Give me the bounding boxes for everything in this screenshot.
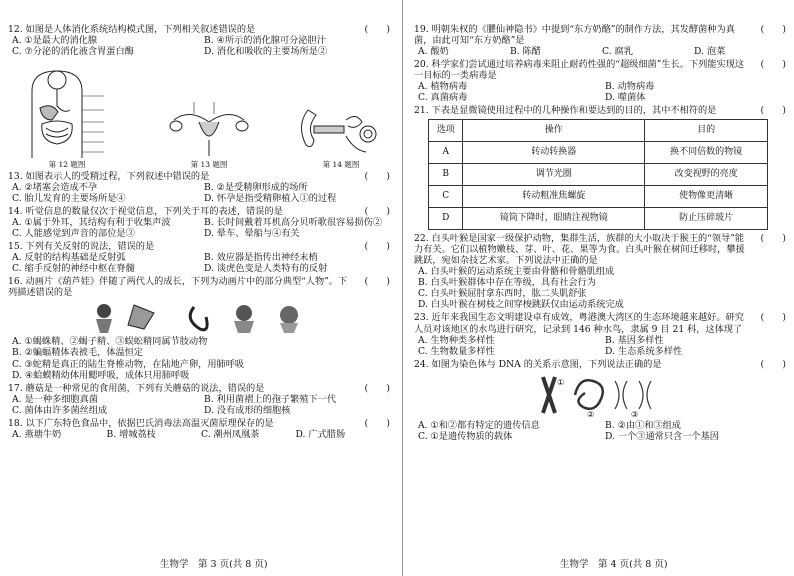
- page-divider: [402, 0, 403, 576]
- question-19: [414, 24, 786, 57]
- answer-paren: ( ): [760, 312, 786, 324]
- option-c: C. 菌体由许多菌丝组成: [12, 404, 108, 416]
- answer-paren: ( ): [760, 105, 786, 117]
- option-a: A. 生物种类多样性: [418, 334, 495, 346]
- figure-14: [296, 100, 386, 169]
- reproductive-system-diagram: [164, 100, 254, 160]
- answer-paren: ( ): [364, 24, 390, 35]
- option-a: A. 燕塘牛奶: [12, 428, 62, 440]
- question-24: [414, 359, 786, 442]
- option-a: A. ①属于外耳，其结构有利于收集声波: [12, 217, 171, 229]
- digestive-system-diagram: [12, 66, 122, 160]
- option-a: A. 植物病毒: [418, 81, 468, 93]
- option-c: C. ③蛇精是真正的陆生脊椎动物，在陆地产卵，用肺呼吸: [12, 358, 245, 370]
- table-row: C 转动粗准焦螺旋 使物像更清晰: [429, 186, 768, 208]
- option-d: D. 白头叶猴在树枝之间穿梭跳跃仅由运动系统完成: [418, 299, 624, 311]
- right-page: [414, 24, 786, 444]
- option-d: D. 晕车、晕船与④有关: [204, 228, 300, 240]
- question-stem: 17. 蘑菇是一种常见的食用菌，下列有关蘑菇的说法，错误的是: [8, 382, 265, 394]
- figure-caption: 第 13 题图: [190, 160, 228, 170]
- option-a: A. ①和②都有特定的遗传信息: [418, 419, 540, 431]
- label-1: ①: [557, 377, 565, 387]
- page-footer-right: 生物学 第 4 页(共 8 页): [560, 558, 668, 570]
- answer-paren: ( ): [760, 358, 786, 370]
- table-row: B 调节光圈 改变视野的亮度: [429, 164, 768, 186]
- question-stem: 23. 近年来我国生态文明建设卓有成效，粤港澳大湾区的生态环境越来越好。研究人员对该地区的水鸟进行研究，记录到 146 种水鸟，隶属 9 目 21 科，这体现了: [414, 312, 744, 335]
- option-b: B. ②蝙蝠精体表被毛，体温恒定: [12, 347, 144, 359]
- option-a: A. ②堵塞会造成不孕: [12, 182, 98, 194]
- option-d: D. 一个③通常只含一个基因: [605, 430, 719, 442]
- question-20: [414, 59, 786, 103]
- table-header: 选项: [429, 120, 463, 142]
- answer-paren: ( ): [364, 417, 390, 429]
- option-a: A. 酸奶: [418, 46, 449, 58]
- question-17: [8, 383, 390, 416]
- option-d: D. 谈虎色变是人类特有的反射: [204, 263, 328, 275]
- option-b: B. 利用菌褶上的孢子繁殖下一代: [204, 393, 337, 405]
- figure-12: [12, 66, 122, 169]
- option-d: D. 怀孕是指受精卵植入①的过程: [204, 193, 337, 205]
- ear-structure-diagram: [296, 100, 386, 160]
- question-stem: 24. 如图为染色体与 DNA 的关系示意图，下列说法正确的是: [414, 358, 662, 370]
- option-c: C. 腐乳: [602, 46, 633, 58]
- answer-paren: ( ): [760, 59, 786, 71]
- option-b: B. ②是受精卵形成的场所: [204, 182, 308, 194]
- option-b: B. 陈醋: [510, 46, 541, 58]
- option-d: D. ④蛤蟆精幼体用鳃呼吸，成体只用肺呼吸: [12, 369, 190, 381]
- option-c: C. 潮州凤凰茶: [201, 428, 260, 440]
- option-c: C. 缩手反射的神经中枢在脊髓: [12, 263, 135, 275]
- label-2: ②: [587, 409, 595, 419]
- answer-paren: ( ): [364, 206, 390, 218]
- cartoon-characters-image: [8, 298, 390, 336]
- option-b: B. 动物病毒: [605, 81, 655, 93]
- page-footer-left: 生物学 第 3 页(共 8 页): [160, 558, 268, 570]
- question-stem: 14. 听觉信息的数量仅次于视觉信息，下列关于耳的表述，错误的是: [8, 206, 283, 218]
- answer-paren: ( ): [364, 382, 390, 394]
- option-b: B. 基因多样性: [605, 334, 664, 346]
- option-b: B. 长时间戴着耳机高分贝听歌很容易损伤②: [204, 217, 382, 229]
- question-stem: 12. 如图是人体消化系统结构模式图，下列相关叙述错误的是: [8, 24, 256, 35]
- question-16: [8, 276, 390, 380]
- option-c: C. 白头叶猴屈肘拿东西时，肱二头肌舒张: [418, 288, 587, 300]
- question-21: [414, 105, 786, 230]
- option-a: A. 是一种多细胞真菌: [12, 393, 98, 405]
- left-page: [8, 24, 390, 442]
- option-c: C. ①是遗传物质的载体: [418, 430, 513, 442]
- option-d: D. 消化和吸收的主要场所是②: [204, 46, 328, 58]
- question-22: [414, 233, 786, 310]
- question-stem: 20. 科学家们尝试通过培养病毒来阻止耐药性强的“超级细菌”生长。下列能实现这一目标的一类病毒是: [414, 59, 745, 82]
- figure-row: [8, 59, 390, 171]
- option-b: B. ②由①和③组成: [605, 419, 681, 431]
- option-b: B. 增城荔枝: [106, 428, 156, 440]
- microscope-table: [428, 119, 768, 230]
- table-row: D 镜筒下降时，眼睛注视物镜 防止压碎玻片: [429, 208, 768, 230]
- question-stem: 15. 下列有关反射的说法，错误的是: [8, 241, 155, 253]
- option-c: C. 真菌病毒: [418, 92, 468, 104]
- option-c: C. 生物数量多样性: [418, 345, 495, 357]
- question-stem: 21. 下表是显微镜使用过程中的几种操作和要达到的目的，其中不相符的是: [414, 105, 717, 117]
- answer-paren: ( ): [364, 241, 390, 253]
- option-b: B. ④所示的消化腺可分泌胆汁: [204, 35, 326, 47]
- label-3: ③: [631, 409, 639, 419]
- question-23: [414, 312, 786, 356]
- option-d: D. 生态系统多样性: [605, 345, 683, 357]
- answer-paren: ( ): [364, 276, 390, 288]
- option-a: A. ①蝎蛛精、②蝎子精、③蜈蚣精同属节肢动物: [12, 336, 208, 348]
- option-d: D. 泡菜: [694, 46, 726, 58]
- chromosome-dna-diagram: [414, 370, 786, 420]
- answer-paren: ( ): [760, 24, 786, 35]
- option-a: A. 白头叶猴的运动系统主要由骨骼和骨骼肌组成: [418, 266, 615, 278]
- table-header: 操作: [463, 120, 645, 142]
- figure-caption: 第 12 题图: [48, 160, 86, 170]
- question-15: [8, 241, 390, 274]
- question-13: [8, 171, 390, 204]
- question-stem: 13. 如图表示人的受精过程，下列叙述中错误的是: [8, 171, 210, 183]
- option-c: C. 人能感觉到声音的部位是③: [12, 228, 135, 240]
- answer-paren: ( ): [760, 233, 786, 245]
- question-12: [8, 24, 390, 57]
- question-stem: 22. 白头叶猴是国家一级保护动物，集群生活，族群的大小取决于猴王的“领导”能力有关。它们以植物嫩枝、芽、叶、花、果等为食。白头叶猴在树间迁移时，攀援跳跃，宛如杂技艺术家。下列说法中正确的是: [414, 233, 745, 267]
- option-a: A. 反射的结构基础是反射弧: [12, 252, 126, 264]
- question-stem: 19. 明朝朱权的《臞仙神隐书》中提到“东方奶酪”的制作方法，其发酵菌种为真菌，由此可知“东方奶酪”是: [414, 24, 735, 47]
- option-d: D. 广式腊肠: [295, 428, 346, 440]
- figure-13: [164, 100, 254, 169]
- answer-paren: ( ): [364, 171, 390, 183]
- option-b: B. 效应器是指传出神经末梢: [204, 252, 318, 264]
- question-18: [8, 418, 390, 440]
- figure-caption: 第 14 题图: [322, 160, 360, 170]
- option-d: D. 没有成形的细胞核: [204, 404, 291, 416]
- option-b: B. 白头叶猴群体中存在等级，具有社会行为: [418, 277, 596, 289]
- table-header: 目的: [645, 120, 768, 142]
- question-14: [8, 206, 390, 239]
- question-stem: 16. 动画片《葫芦娃》伴随了两代人的成长，下列为动画片中的部分典型“人物”。下列描述错误的是: [8, 276, 348, 299]
- option-a: A. ①是最大的消化腺: [12, 35, 98, 47]
- question-stem: 18. 以下广东特色食品中，依据巴氏消毒法高温灭菌原理保存的是: [8, 417, 274, 429]
- option-d: D. 噬菌体: [605, 92, 646, 104]
- option-c: C. ⑦分泌的消化液含胃蛋白酶: [12, 46, 134, 58]
- option-c: C. 胎儿发育的主要场所是④: [12, 193, 126, 205]
- table-row: A 转动转换器 换不同倍数的物镜: [429, 142, 768, 164]
